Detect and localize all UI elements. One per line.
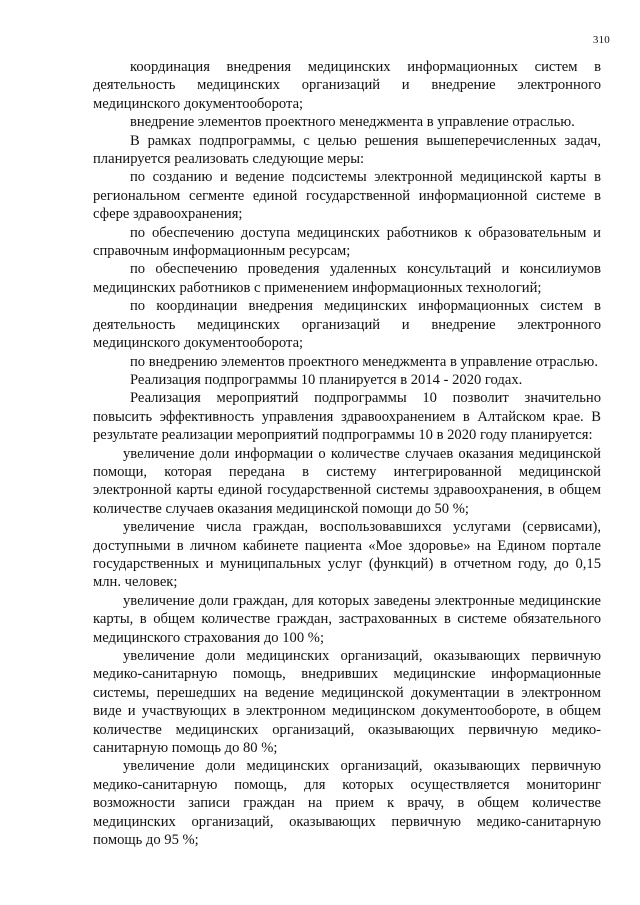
paragraph: увеличение числа граждан, воспользовавшихся услугами (сервисами), доступными в личном кабинете пациента «Мое здоровье» на Едином портале государственных и муниципальных услуг (функций) в отчетном году, до 0,15 млн. человек; bbox=[93, 519, 601, 591]
paragraph: увеличение доли граждан, для которых заведены электронные медицинские карты, в общем количестве граждан, застрахованных в системе обязательного медицинского страхования до 100 %; bbox=[93, 592, 601, 646]
paragraph: координация внедрения медицинских информационных систем в деятельность медицинских организаций и внедрение электронного медицинского документооборота; bbox=[93, 59, 601, 112]
paragraph: по обеспечению проведения удаленных консультаций и консилиумов медицинских работников с применением информационных технологий; bbox=[93, 261, 601, 296]
paragraph: по обеспечению доступа медицинских работников к образовательным и справочным информационным ресурсам; bbox=[93, 224, 601, 260]
paragraph: по координации внедрения медицинских информационных систем в деятельность медицинских организаций и внедрение электронного медицинского документооборота; bbox=[93, 298, 601, 352]
paragraph: Реализация подпрограммы 10 планируется в 2014 - 2020 годах. bbox=[130, 371, 523, 388]
page-number: 310 bbox=[592, 34, 610, 46]
paragraph: внедрение элементов проектного менеджмента в управление отраслью. bbox=[130, 114, 575, 131]
paragraph: по внедрению элементов проектного менеджмента в управление отраслью. bbox=[130, 353, 598, 370]
paragraph: В рамках подпрограммы, с целью решения вышеперечисленных задач, планируется реализовать следующие меры: bbox=[93, 132, 601, 168]
paragraph: увеличение доли медицинских организаций, оказывающих первичную медико-санитарную помощь, внедривших медицинские информационные системы, перешедших на ведение медицинской документации в электронном виде и участвующих в электронном медицинском документообороте, в общем количестве медицинских организаций, оказывающих первичную медико-санитарную помощь до 80 %; bbox=[93, 648, 601, 757]
paragraph: Реализация мероприятий подпрограммы 10 позволит значительно повысить эффективность управления здравоохранением в Алтайском крае. В результате реализации мероприятий подпрограммы 10 в 2020 году планируется: bbox=[93, 390, 601, 444]
body-text bbox=[93, 58, 601, 849]
paragraph: увеличение доли информации о количестве случаев оказания медицинской помощи, которая передана в систему интегрированной медицинской электронной карты единой государственной системы здравоохранения, в общем количестве случаев оказания медицинской помощи до 50 %; bbox=[93, 445, 601, 517]
paragraph: увеличение доли медицинских организаций, оказывающих первичную медико-санитарную помощь, для которых осуществляется мониторинг возможности записи граждан на прием к врачу, в общем количестве медицинских организаций, оказывающих первичную медико-санитарную помощь до 95 %; bbox=[93, 758, 601, 849]
paragraph: по созданию и ведение подсистемы электронной медицинской карты в региональном сегменте единой государственной информационной системе в сфере здравоохранения; bbox=[93, 169, 601, 223]
